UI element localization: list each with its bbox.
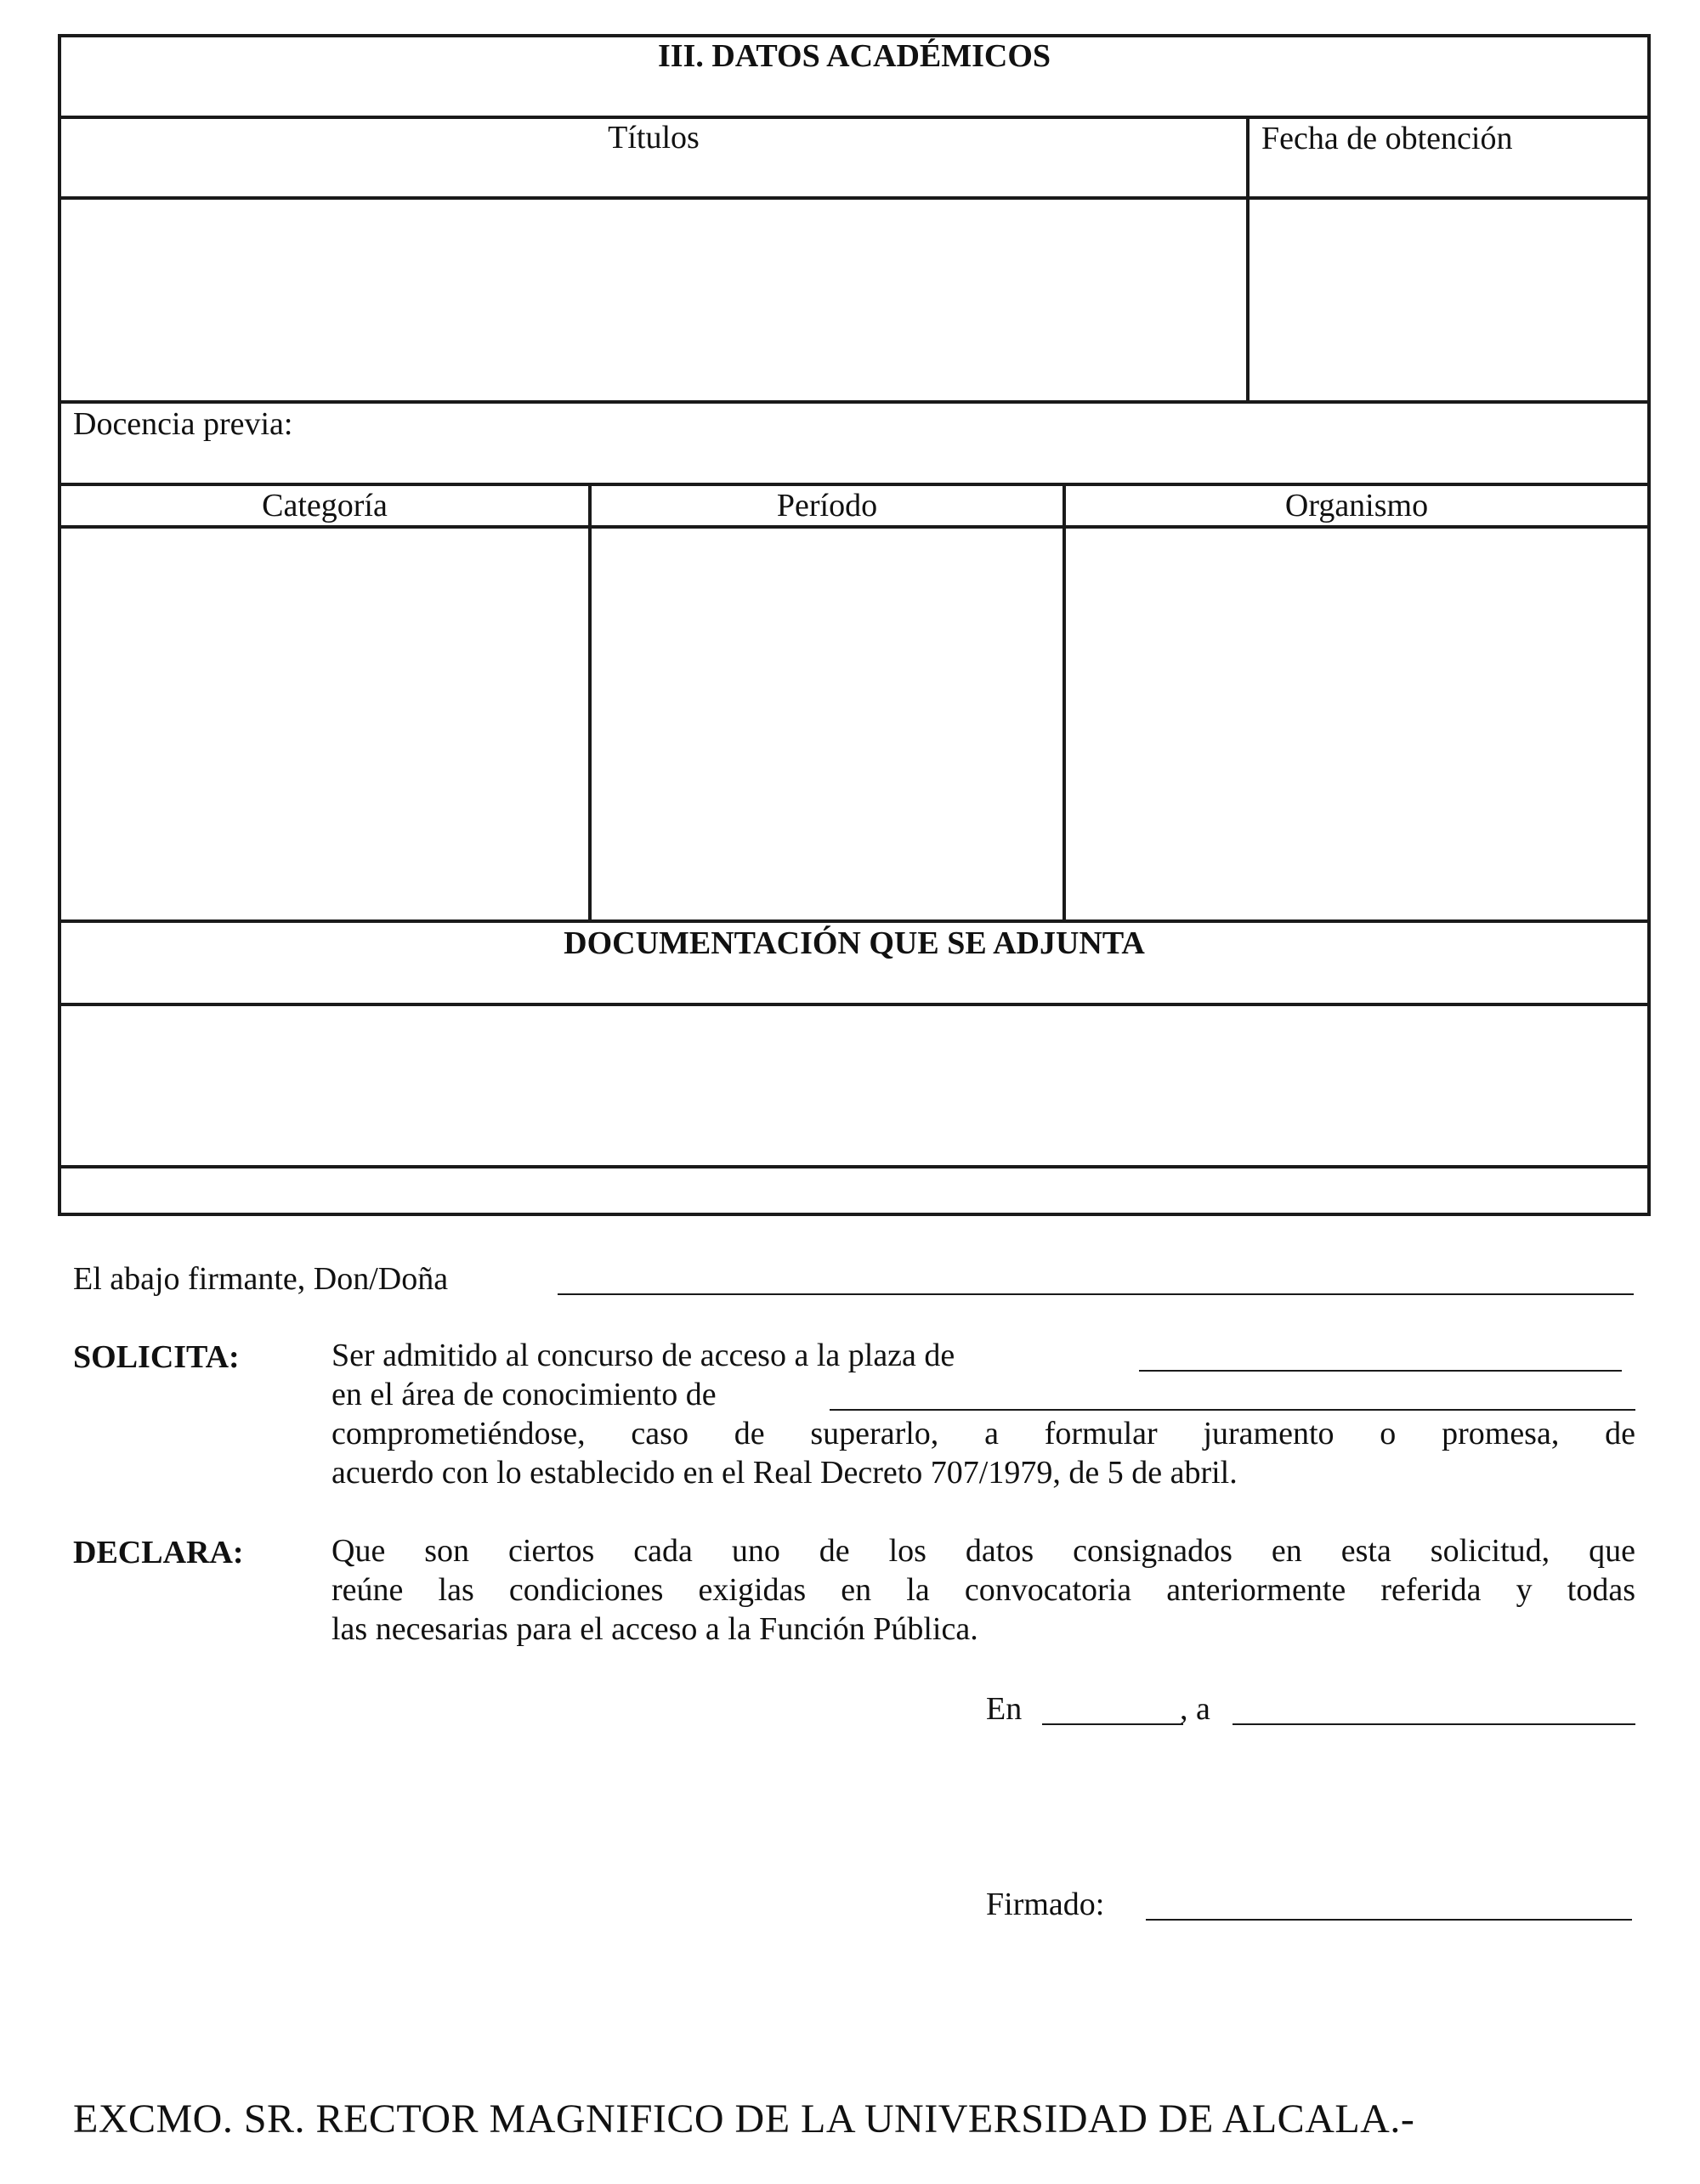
fecha-line[interactable] bbox=[1232, 1723, 1635, 1725]
addressee: EXCMO. SR. RECTOR MAGNIFICO DE LA UNIVERSIDAD DE ALCALA.- bbox=[73, 2096, 1415, 2142]
firmante-name-line[interactable] bbox=[558, 1293, 1634, 1295]
firmado-label: Firmado: bbox=[986, 1887, 1105, 1922]
firmante-label: El abajo firmante, Don/Doña bbox=[73, 1261, 449, 1297]
declara-label: DECLARA: bbox=[73, 1535, 244, 1570]
solicita-line4: acuerdo con lo establecido en el Real Decreto 707/1979, de 5 de abril. bbox=[332, 1455, 1238, 1491]
solicita-label: SOLICITA: bbox=[73, 1339, 240, 1375]
titulos-header: Títulos bbox=[608, 120, 700, 156]
plaza-line[interactable] bbox=[1139, 1370, 1622, 1372]
solicita-line2: en el área de conocimiento de bbox=[332, 1377, 717, 1412]
area-conocimiento-line[interactable] bbox=[830, 1409, 1635, 1411]
fecha-obtencion-header: Fecha de obtención bbox=[1261, 121, 1513, 156]
categoria-header: Categoría bbox=[262, 488, 388, 523]
declara-line1: Que son ciertos cada uno de los datos consignados en esta solicitud, que bbox=[332, 1533, 1635, 1569]
section-title: III. DATOS ACADÉMICOS bbox=[657, 38, 1051, 74]
firma-line[interactable] bbox=[1146, 1919, 1632, 1921]
organismo-header: Organismo bbox=[1284, 488, 1429, 523]
organismo-field[interactable] bbox=[1066, 529, 1647, 919]
a-label: , a bbox=[1180, 1691, 1210, 1727]
categoria-field[interactable] bbox=[61, 529, 588, 919]
periodo-field[interactable] bbox=[592, 529, 1062, 919]
docencia-previa-label: Docencia previa: bbox=[73, 406, 293, 442]
documentacion-field[interactable] bbox=[61, 1006, 1647, 1165]
declara-line2: reúne las condiciones exigidas en la convocatoria anteriormente referida y todas bbox=[332, 1572, 1635, 1608]
en-label: En bbox=[986, 1691, 1023, 1727]
documentacion-title: DOCUMENTACIÓN QUE SE ADJUNTA bbox=[564, 925, 1145, 961]
periodo-header: Período bbox=[776, 488, 878, 523]
solicita-line1: Ser admitido al concurso de acceso a la plaza de bbox=[332, 1338, 955, 1373]
titulos-field[interactable] bbox=[61, 201, 1246, 400]
fecha-obtencion-field[interactable] bbox=[1250, 201, 1647, 400]
declara-line3: las necesarias para el acceso a la Función Pública. bbox=[332, 1611, 978, 1647]
solicita-line3: comprometiéndose, caso de superarlo, a formular juramento o promesa, de bbox=[332, 1416, 1635, 1451]
lugar-line[interactable] bbox=[1042, 1723, 1183, 1725]
